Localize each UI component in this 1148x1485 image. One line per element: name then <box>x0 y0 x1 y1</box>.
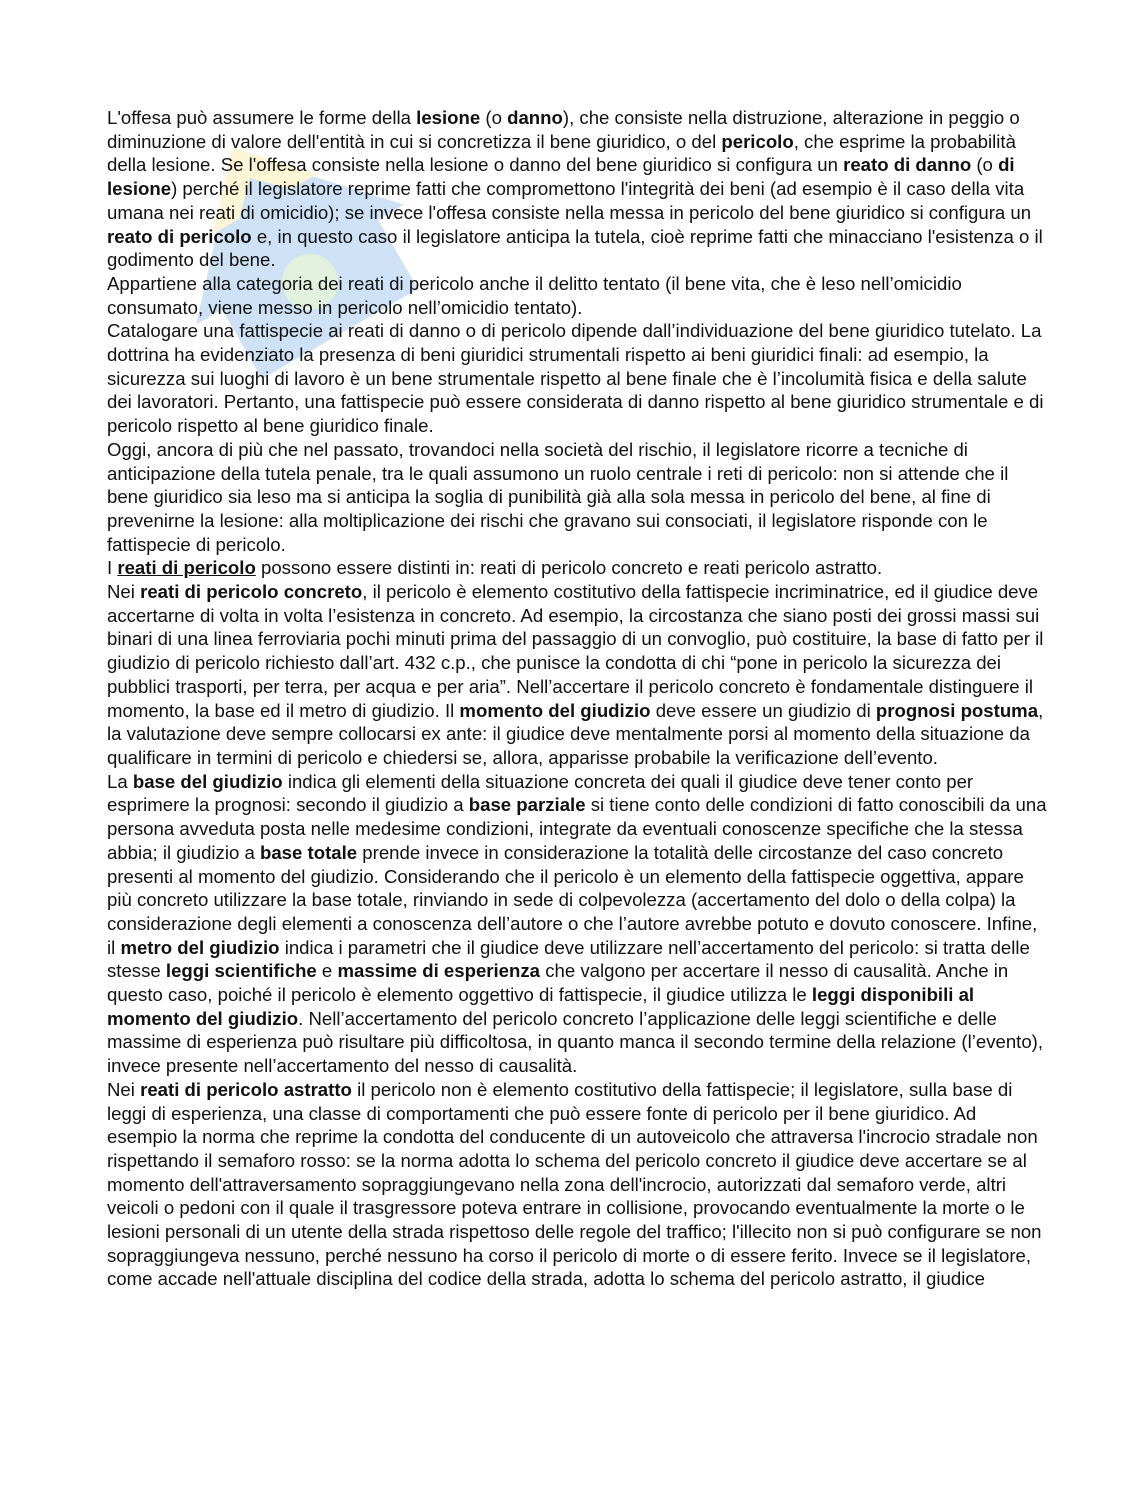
bold-term: danno <box>507 107 563 128</box>
text-run: Nei <box>107 1078 141 1100</box>
bold-term: metro del giudizio <box>120 936 280 958</box>
bold-term: leggi scientifiche <box>165 960 317 982</box>
paragraph <box>107 438 1047 557</box>
text-run: prende invece in considerazione la totalità delle circostanze del caso concreto presenti al momento del giudizio. Considerando che il pericolo è un elemento della fattispecie oggettiva, appare più concreto utilizzare la base totale, rinviando in sede di colpevolezza (accertamento del dolo o della colpa) la considerazione degli elementi a conoscenza dell’autore o che l’autore avrebbe potuto e dovuto conoscere. Infine, il <box>107 841 1038 958</box>
bold-term: reati di pericolo concreto <box>140 581 363 603</box>
bold-term: pericolo <box>721 130 794 152</box>
text-run: Oggi, ancora di più che nel passato, trovandoci nella società del rischio, il legislatore ricorre a tecniche di anticipazione della tutela penale, tra le quali assumono un ruolo centrale i reti di pericolo: non si attende che il bene giuridico sia leso ma si anticipa la soglia di punibilità già alla sola messa in pericolo del bene, al fine di prevenirne la lesione: alla moltiplicazione dei rischi che gravano sui consociati, il legislatore risponde con le fattispecie di pericolo. <box>107 438 1009 555</box>
paragraph <box>107 272 1047 319</box>
underlined-term <box>117 557 255 578</box>
text-run: (o <box>971 154 999 176</box>
bold-term: base del giudizio <box>132 770 283 792</box>
text-run: ) perché il legislatore reprime fatti che compromettono l'integrità dei beni (ad esempio è il caso della vita umana nei reati di omicidio); se invece l'offesa consiste nella messa in pericolo del bene giuridico si configura un <box>107 178 1032 223</box>
text-run: indica i parametri che il giudice deve utilizzare nell’accertamento del pericolo: si tratta delle stesse <box>107 936 1030 982</box>
text-run: (o <box>480 107 508 128</box>
paragraph <box>107 580 1047 770</box>
text-run: Nei <box>107 581 141 603</box>
bold-term: massime di esperienza <box>337 960 541 982</box>
text-run: , che esprime la probabilità della lesione. Se l'offesa consiste nella lesione o danno del bene giuridico si configura un <box>107 130 1016 176</box>
bold-term: prognosi postuma <box>875 699 1039 721</box>
bold-term: base parziale <box>468 794 586 816</box>
text-run: deve essere un giudizio di <box>650 699 876 721</box>
text-run: ), che consiste nella distruzione, alterazione in peggio o diminuzione di valore dell'entità in cui si concretizza il bene giuridico, o del <box>107 107 1020 152</box>
paragraph <box>107 1078 1047 1291</box>
text-run: possono essere distinti in: reati di pericolo concreto e reati pericolo astratto. <box>255 557 883 579</box>
paragraph <box>107 556 1047 580</box>
bold-term: reati di pericolo astratto <box>140 1078 352 1100</box>
bold-term: base totale <box>259 841 358 863</box>
text-run: , la valutazione deve sempre collocarsi ex ante: il giudice deve mentalmente porsi al momento della situazione da qualificare in termini di pericolo e chiedersi se, allora, apparisse probabile la verificazione dell’evento. <box>107 699 1044 768</box>
text-run: e <box>316 960 338 982</box>
bold-term: momento del giudizio <box>459 699 651 721</box>
text-run: La <box>107 770 133 792</box>
bold-term: reato di danno <box>843 154 972 176</box>
paragraph <box>107 770 1047 1078</box>
bold-term: leggi disponibili al momento del giudizio <box>107 984 975 1029</box>
text-run: L'offesa può assumere le forme della <box>107 107 417 128</box>
bold-term: di lesione <box>107 154 1015 200</box>
paragraph <box>107 106 1047 272</box>
text-run: e, in questo caso il legislatore anticipa la tutela, cioè reprime fatti che minacciano l'esistenza o il godimento del bene. <box>107 225 1043 271</box>
bold-term: reato di pericolo <box>107 225 252 247</box>
text-run: I <box>107 557 118 579</box>
text-run: Catalogare una fattispecie ai reati di danno o di pericolo dipende dall’individuazione del bene giuridico tutelato. La dottrina ha evidenziato la presenza di beni giuridici strumentali rispetto ai beni giuridici finali: ad esempio, la sicurezza sui luoghi di lavoro è un bene strumentale rispetto al bene finale che è l’incolumità fisica e della salute dei lavoratori. Pertanto, una fattispecie può essere considerata di danno rispetto al bene giuridico strumentale e di pericolo rispetto al bene giuridico finale. <box>107 320 1044 437</box>
text-run: il pericolo non è elemento costitutivo della fattispecie; il legislatore, sulla base di leggi di esperienza, una classe di comportamenti che può essere fonte di pericolo per il bene giuridico. Ad esempio la norma che reprime la condotta del conducente di un autoveicolo che attraversa l'incrocio stradale non rispettando il semaforo rosso: se la norma adotta lo schema del pericolo concreto il giudice deve accertare se al momento dell'attraversamento sopraggiungevano nella zona dell'incrocio, autorizzati dal semaforo verde, altri veicoli o pedoni con il quale il trasgressore poteva entrare in collisione, provocando eventualmente la morte o le lesioni personali di un utente della strada rispettoso delle regole del traffico; l'illecito non si può configurare se non sopraggiungeva nessuno, perché nessuno ha corso il pericolo di morte o di essere ferito. Invece se il legislatore, come accade nell'attuale disciplina del codice della strada, adotta lo schema del pericolo astratto, il giudice <box>107 1078 1042 1290</box>
text-run: Appartiene alla categoria dei reati di pericolo anche il delitto tentato (il bene vita, che è leso nell’omicidio consumato, viene messo in pericolo nell’omicidio tentato). <box>107 272 962 318</box>
text-run: . Nell’accertamento del pericolo concreto l’applicazione delle leggi scientifiche e delle massime di esperienza può risultare più difficoltosa, in quanto manca il secondo termine della relazione (l’evento), invece presente nell’accertamento del nesso di causalità. <box>107 1007 1044 1077</box>
text-run: si tiene conto delle condizioni di fatto conoscibili da una persona avveduta posta nelle medesime condizioni, integrate da eventuali conoscenze specifiche che la stessa abbia; il giudizio a <box>107 794 1047 863</box>
document-body <box>107 106 1047 1291</box>
text-run: indica gli elementi della situazione concreta dei quali il giudice deve tener conto per esprimere la prognosi: secondo il giudizio a <box>107 770 974 816</box>
paragraph <box>107 319 1047 438</box>
bold-term: lesione <box>416 107 481 128</box>
text-run: , il pericolo è elemento costitutivo della fattispecie incriminatrice, ed il giudice deve accertarne di volta in volta l’esistenza in concreto. Ad esempio, la circostanza che siano posti dei grossi massi sui binari di una linea ferroviaria pochi minuti prima del passaggio di un convoglio, può costituire, la base di fatto per il giudizio di pericolo richiesto dall’art. 432 c.p., che punisce la condotta di chi “pone in pericolo la sicurezza dei pubblici trasporti, per terra, per acqua e per aria”. Nell’accertare il pericolo concreto è fondamentale distinguere il momento, la base ed il metro di giudizio. Il <box>107 581 1044 721</box>
bold-term: reati di pericolo <box>117 557 256 579</box>
text-run: che valgono per accertare il nesso di causalità. Anche in questo caso, poiché il pericolo è elemento oggettivo di fattispecie, il giudice utilizza le <box>107 960 1009 1006</box>
